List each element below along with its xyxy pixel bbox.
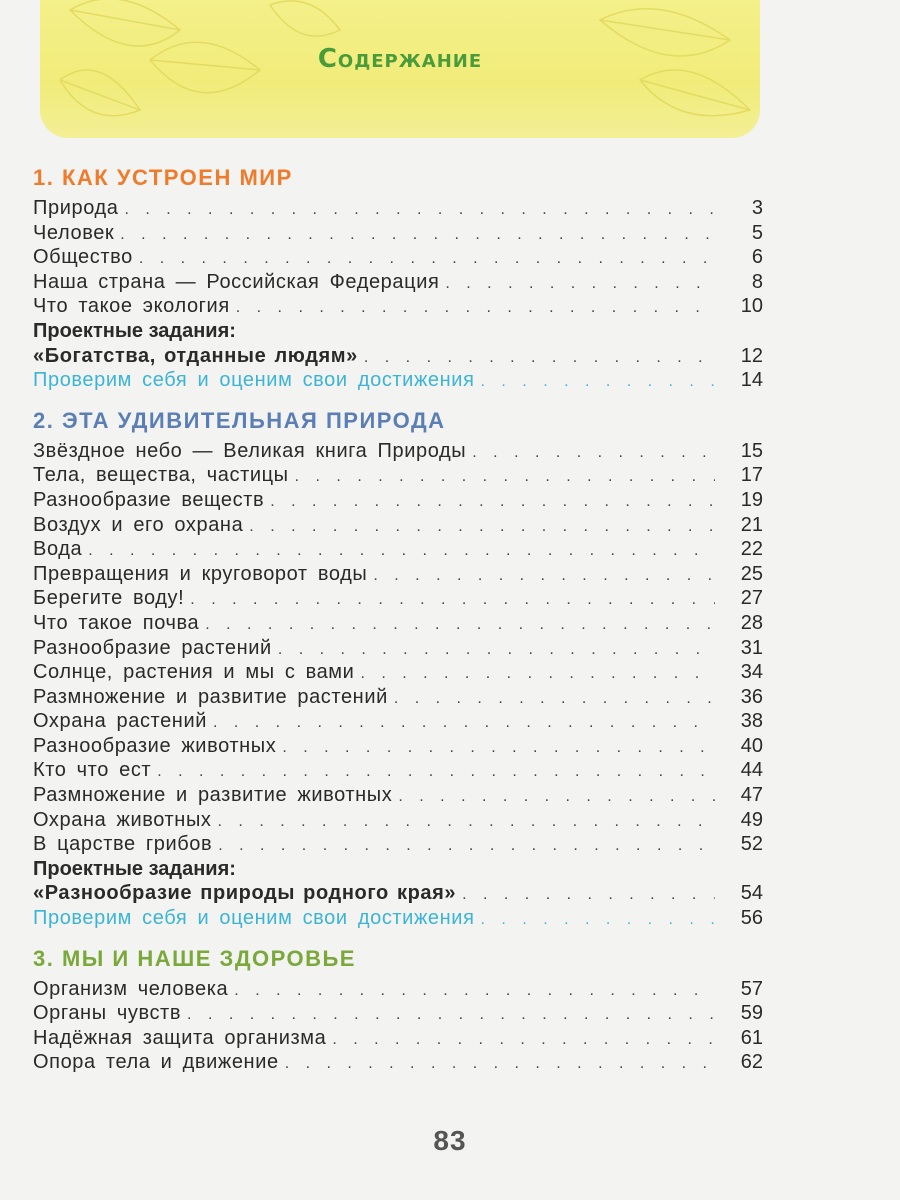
dot-leader [218, 834, 715, 859]
dot-leader [282, 736, 715, 761]
entry-page-number: 34 [740, 661, 763, 684]
project-entry[interactable] [33, 344, 763, 369]
entry-page-number: 21 [740, 513, 763, 536]
entry-page-number: 59 [740, 1002, 763, 1025]
dot-leader [120, 223, 715, 248]
toc-entry[interactable] [33, 636, 763, 661]
entry-page-number: 49 [740, 808, 763, 831]
dot-leader [472, 441, 715, 466]
entry-page-number: 5 [751, 221, 763, 244]
section-title: 3. МЫ И НАШЕ ЗДОРОВЬЕ [33, 945, 356, 971]
dot-leader [236, 296, 715, 321]
entry-page-number: 25 [740, 562, 763, 585]
dot-leader [394, 687, 715, 712]
toc-entry[interactable] [33, 488, 763, 513]
section-title: 1. КАК УСТРОЕН МИР [33, 165, 293, 190]
self-check-entry[interactable] [33, 906, 763, 931]
entry-title: Разнообразие растений [33, 636, 272, 659]
toc-entry[interactable] [33, 439, 763, 464]
entry-title: Тела, вещества, частицы [33, 464, 289, 487]
toc-entry[interactable] [33, 270, 763, 295]
dot-leader [364, 346, 715, 371]
toc-entry[interactable] [33, 832, 763, 857]
entry-title: Что такое экология [33, 295, 230, 318]
dot-leader [124, 198, 715, 223]
entry-title: Кто что ест [33, 759, 152, 782]
entry-page-number: 22 [740, 538, 763, 561]
dot-leader [285, 1052, 715, 1077]
entry-title: Разнообразие животных [33, 734, 277, 757]
entry-title: Охрана растений [33, 710, 207, 733]
dot-leader [398, 785, 715, 810]
dot-leader [481, 908, 715, 933]
toc-entry[interactable] [33, 245, 763, 270]
toc-entry[interactable] [33, 808, 763, 833]
entry-title: Превращения и круговорот воды [33, 562, 368, 585]
toc-entry[interactable] [33, 611, 763, 636]
dot-leader [332, 1028, 715, 1053]
entry-title: «Богатства, отданные людям» [33, 344, 358, 367]
entry-title: Общество [33, 246, 133, 269]
entry-page-number: 54 [740, 882, 763, 905]
toc-section [33, 403, 763, 931]
entry-page-number: 62 [740, 1051, 763, 1074]
entry-page-number: 56 [740, 907, 763, 930]
entry-page-number: 44 [740, 759, 763, 782]
entry-page-number: 8 [751, 270, 763, 293]
entry-page-number: 3 [751, 197, 763, 219]
entry-page-number: 47 [740, 784, 763, 807]
toc-entry[interactable] [33, 294, 763, 319]
toc-entry[interactable] [33, 196, 763, 221]
toc-section [33, 160, 763, 393]
entry-title: Охрана животных [33, 808, 212, 831]
entry-title: Воздух и его охрана [33, 513, 244, 536]
toc-entry[interactable] [33, 660, 763, 685]
self-check-entry[interactable] [33, 368, 763, 393]
toc-entry[interactable] [33, 537, 763, 562]
project-label: Проектные задания: [33, 857, 236, 880]
entry-title: Наша страна — Российская Федерация [33, 270, 440, 293]
dot-leader [190, 588, 715, 613]
section-title: 2. ЭТА УДИВИТЕЛЬНАЯ ПРИРОДА [33, 407, 446, 433]
dot-leader [270, 490, 715, 515]
toc-entry[interactable] [33, 1001, 763, 1026]
entry-title: Звёздное небо — Великая книга Природы [33, 439, 467, 462]
entry-title: «Разнообразие природы родного края» [33, 882, 457, 905]
toc-entry[interactable] [33, 221, 763, 246]
toc-entry[interactable] [33, 783, 763, 808]
entry-title: В царстве грибов [33, 833, 213, 856]
toc-entry[interactable] [33, 758, 763, 783]
header-banner [40, 0, 760, 138]
entry-title: Проверим себя и оценим свои достижения [33, 369, 475, 392]
toc-entry[interactable] [33, 1026, 763, 1051]
entry-page-number: 12 [740, 344, 763, 367]
entry-page-number: 61 [740, 1026, 763, 1049]
dot-leader [205, 613, 715, 638]
dot-leader [481, 370, 715, 395]
dot-leader [88, 539, 715, 564]
entry-title: Опора тела и движение [33, 1051, 279, 1074]
dot-leader [139, 247, 715, 272]
toc-section [33, 941, 763, 1075]
dot-leader [157, 760, 715, 785]
toc-entry[interactable] [33, 562, 763, 587]
entry-page-number: 36 [740, 685, 763, 708]
dot-leader [187, 1003, 715, 1028]
project-entry[interactable] [33, 881, 763, 906]
entry-page-number: 17 [740, 464, 763, 487]
toc-entry[interactable] [33, 1050, 763, 1075]
entry-page-number: 10 [740, 295, 763, 318]
toc-entry[interactable] [33, 463, 763, 488]
dot-leader [373, 564, 715, 589]
entry-page-number: 52 [740, 833, 763, 856]
entry-title: Проверим себя и оценим свои достижения [33, 907, 475, 930]
toc-entry[interactable] [33, 685, 763, 710]
dot-leader [360, 662, 715, 687]
page-number: 83 [433, 1125, 467, 1156]
toc-entry[interactable] [33, 586, 763, 611]
entry-title: Вода [33, 538, 83, 561]
entry-title: Надёжная защита организма [33, 1026, 327, 1049]
dot-leader [278, 638, 715, 663]
dot-leader [445, 272, 715, 297]
entry-page-number: 40 [740, 734, 763, 757]
toc-entry[interactable] [33, 977, 763, 1002]
toc-entry[interactable] [33, 734, 763, 759]
project-label: Проектные задания: [33, 319, 236, 342]
entry-title: Размножение и развитие животных [33, 784, 393, 807]
toc-entry[interactable] [33, 513, 763, 538]
entry-page-number: 15 [740, 439, 763, 462]
entry-title: Что такое почва [33, 611, 200, 634]
dot-leader [249, 515, 715, 540]
entry-page-number: 28 [740, 611, 763, 634]
dot-leader [213, 711, 715, 736]
toc-entry[interactable] [33, 709, 763, 734]
dot-leader [462, 883, 715, 908]
entry-title: Человек [33, 221, 115, 244]
dot-leader [234, 979, 715, 1004]
entry-title: Организм человека [33, 977, 229, 1000]
entry-title: Природа [33, 197, 119, 219]
entry-page-number: 6 [751, 246, 763, 269]
entry-page-number: 27 [740, 587, 763, 610]
entry-page-number: 38 [740, 710, 763, 733]
entry-title: Берегите воду! [33, 587, 185, 610]
entry-page-number: 57 [740, 977, 763, 1000]
entry-title: Разнообразие веществ [33, 488, 265, 511]
table-of-contents [33, 160, 763, 1085]
entry-title: Солнце, растения и мы с вами [33, 661, 355, 684]
entry-page-number: 19 [740, 488, 763, 511]
dot-leader [218, 810, 715, 835]
entry-page-number: 31 [740, 636, 763, 659]
entry-page-number: 14 [740, 369, 763, 392]
dot-leader [295, 465, 715, 490]
page-title: Содержание [317, 44, 483, 74]
entry-title: Размножение и развитие растений [33, 685, 388, 708]
entry-title: Органы чувств [33, 1002, 182, 1025]
